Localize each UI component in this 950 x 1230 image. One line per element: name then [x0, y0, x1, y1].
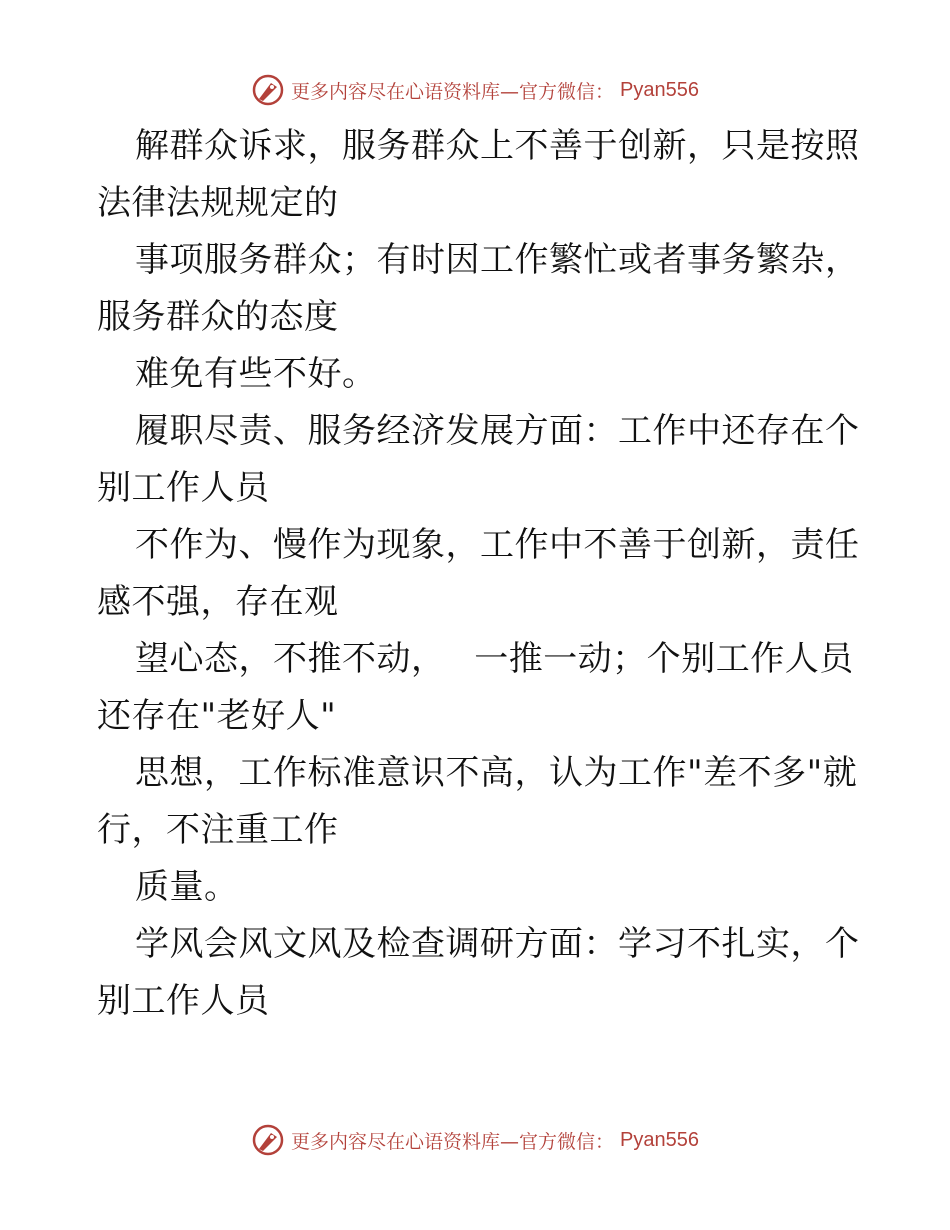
body-line: 服务群众的态度 — [97, 297, 339, 337]
body-line: 法律法规规定的 — [97, 183, 339, 223]
body-line: 望心态，不推不动， 一推一动；个别工作人员 — [135, 639, 854, 679]
body-line: 行，不注重工作 — [97, 810, 339, 850]
body-line: 解群众诉求，服务群众上不善于创新，只是按照 — [135, 126, 860, 166]
body-line: 质量。 — [135, 867, 239, 907]
body-line: 还存在"老好人" — [97, 696, 337, 736]
body-line: 不作为、慢作为现象，工作中不善于创新，责任 — [135, 525, 860, 565]
body-line: 思想，工作标准意识不高，认为工作"差不多"就 — [135, 753, 858, 793]
header-watermark — [0, 70, 950, 110]
body-line: 履职尽责、服务经济发展方面：工作中还存在个 — [135, 411, 860, 451]
body-line: 别工作人员 — [97, 981, 270, 1021]
footer-watermark — [0, 1120, 950, 1160]
watermark-text: 更多内容尽在心语资料库—官方微信： — [291, 1130, 615, 1153]
pen-nib-logo-icon — [251, 1123, 285, 1157]
watermark-text: 更多内容尽在心语资料库—官方微信： — [291, 80, 615, 103]
body-line: 事项服务群众；有时因工作繁忙或者事务繁杂， — [135, 240, 860, 280]
body-line: 别工作人员 — [97, 468, 270, 508]
watermark-wechat-id: Pyan556 — [620, 78, 699, 101]
document-body — [97, 118, 860, 1030]
body-line: 感不强，存在观 — [97, 582, 339, 622]
body-line: 学风会风文风及检查调研方面：学习不扎实，个 — [135, 924, 860, 964]
pen-nib-logo-icon — [251, 73, 285, 107]
watermark-wechat-id: Pyan556 — [620, 1128, 699, 1151]
body-line: 难免有些不好。 — [135, 354, 377, 394]
